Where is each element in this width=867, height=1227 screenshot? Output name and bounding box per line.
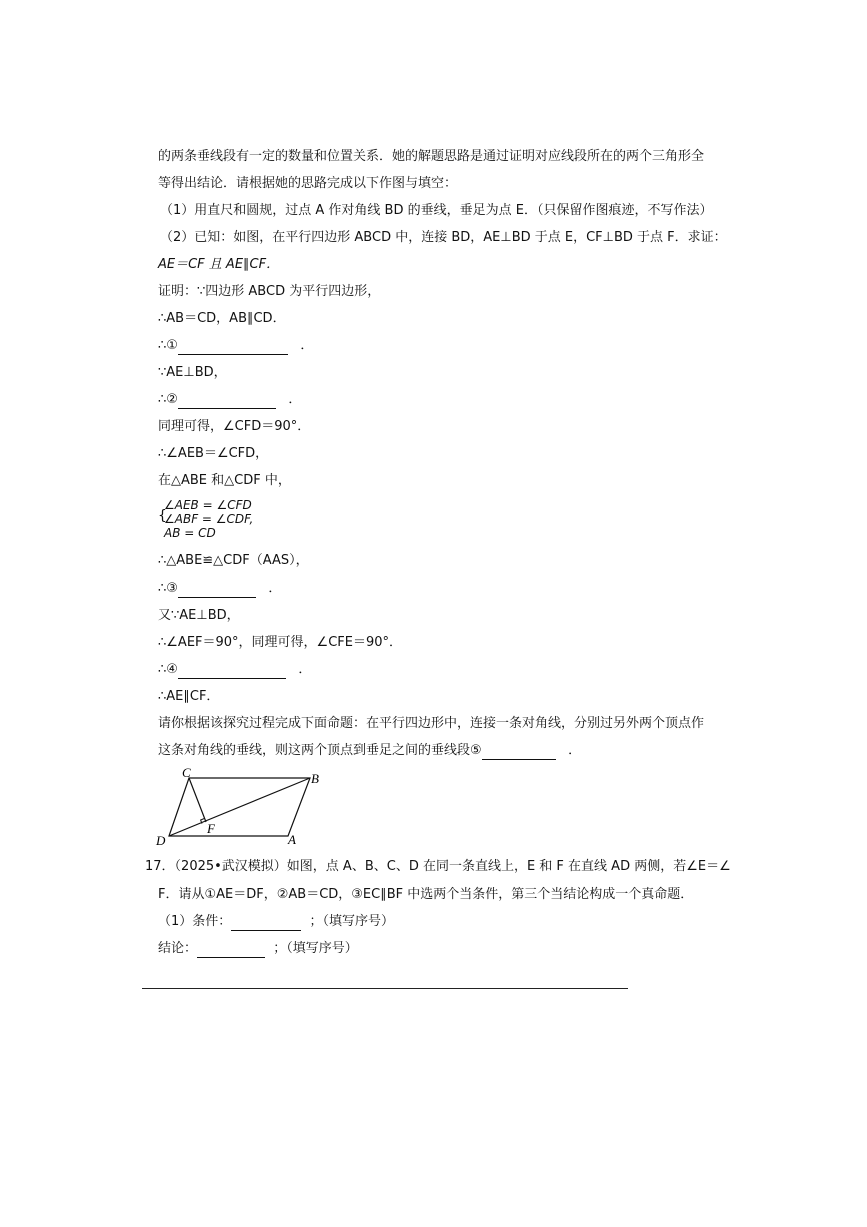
proposition-line-2 (158, 742, 581, 760)
label-a: A (288, 832, 296, 847)
conclusion-label: 结论： (158, 941, 198, 956)
blank-line-1 (158, 337, 313, 355)
bottom-divider (142, 988, 628, 989)
condition-label: （1）条件： (158, 914, 232, 929)
text-line-4: （2）已知：如图，在平行四边形 ABCD 中，连接 BD，AE⊥BD 于点 E，CF⊥BD 于点 F．求证： (160, 230, 727, 245)
blank-label-4: ∴④ (158, 662, 178, 677)
label-d: D (156, 833, 166, 848)
proof-line-aeb-cfd: ∴∠AEB＝∠CFD， (158, 446, 269, 461)
text-line-5: AE＝CF 且 AE∥CF． (158, 257, 280, 272)
period-3: ． (268, 581, 282, 596)
text-line-1: 的两条垂线段有一定的数量和位置关系．她的解题思路是通过证明对应线段所在的两个三角形全 (158, 149, 705, 164)
question-17-conclusion (158, 940, 358, 958)
proposition-text: 这条对角线的垂线，则这两个顶点到垂足之间的垂线段⑤ (158, 743, 482, 758)
answer-blank-3[interactable] (178, 583, 256, 598)
proof-start: 证明：∵四边形 ABCD 为平行四边形， (158, 284, 381, 299)
answer-blank-2[interactable] (178, 394, 276, 409)
label-c: C (182, 765, 191, 780)
proof-line-triangles: 在△ABE 和△CDF 中， (158, 473, 291, 488)
system-row-3: AB = CD (164, 526, 216, 540)
period-4: ． (298, 662, 312, 677)
text-line-3: （1）用直尺和圆规，过点 A 作对角线 BD 的垂线，垂足为点 E．（只保留作图痕迹，不写作法） (160, 203, 713, 218)
equation-system (160, 498, 253, 540)
system-row-1: ∠AEB = ∠CFD (164, 498, 252, 512)
perpendicular-cf (189, 778, 206, 822)
period-5: ． (568, 743, 582, 758)
proof-line-ae-bd-2: 又∵AE⊥BD， (158, 608, 240, 623)
label-f: F (207, 821, 215, 836)
question-17-line-2: F．请从①AE＝DF，②AB＝CD，③EC∥BF 中选两个当条件，第三个当结论构成一个真命题． (158, 887, 694, 902)
blank-label-1: ∴① (158, 338, 178, 353)
condition-hint: ；（填写序号） (309, 914, 395, 929)
proof-line-ab-cd: ∴AB＝CD，AB∥CD． (158, 311, 286, 326)
question-17-condition (158, 913, 394, 931)
answer-blank-4[interactable] (178, 664, 286, 679)
text-line-2: 等得出结论．请根据她的思路完成以下作图与填空： (158, 176, 458, 191)
blank-line-2 (158, 391, 301, 409)
proof-conclusion: ∴AE∥CF． (158, 689, 220, 704)
blank-line-3 (158, 580, 281, 598)
blank-label-2: ∴② (158, 392, 178, 407)
system-brace: { (158, 508, 167, 524)
proof-line-cfd: 同理可得，∠CFD＝90°． (158, 419, 311, 434)
proof-line-ae-bd: ∵AE⊥BD， (158, 365, 227, 380)
proposition-line-1: 请你根据该探究过程完成下面命题：在平行四边形中，连接一条对角线，分别过另外两个顶点作 (158, 716, 705, 731)
question-17-line-1: 17．（2025•武汉模拟）如图，点 A、B、C、D 在同一条直线上，E 和 F 在直线 AD 两侧，若∠E＝∠ (145, 859, 731, 874)
conclusion-hint: ；（填写序号） (273, 941, 358, 956)
answer-blank-5[interactable] (482, 745, 556, 760)
system-row-2: ∠ABF = ∠CDF, (164, 512, 254, 526)
proof-line-congruent: ∴△ABE≌△CDF（AAS）， (158, 553, 309, 568)
blank-label-3: ∴③ (158, 581, 178, 596)
blank-line-4 (158, 661, 311, 679)
period-1: ． (300, 338, 314, 353)
parallelogram-figure (150, 765, 330, 850)
label-b: B (311, 771, 319, 786)
proof-line-aef: ∴∠AEF＝90°，同理可得，∠CFE＝90°． (158, 635, 403, 650)
condition-blank[interactable] (231, 916, 301, 931)
conclusion-blank[interactable] (197, 943, 265, 958)
answer-blank-1[interactable] (178, 340, 288, 355)
period-2: ． (288, 392, 302, 407)
diagonal-bd (169, 778, 310, 836)
